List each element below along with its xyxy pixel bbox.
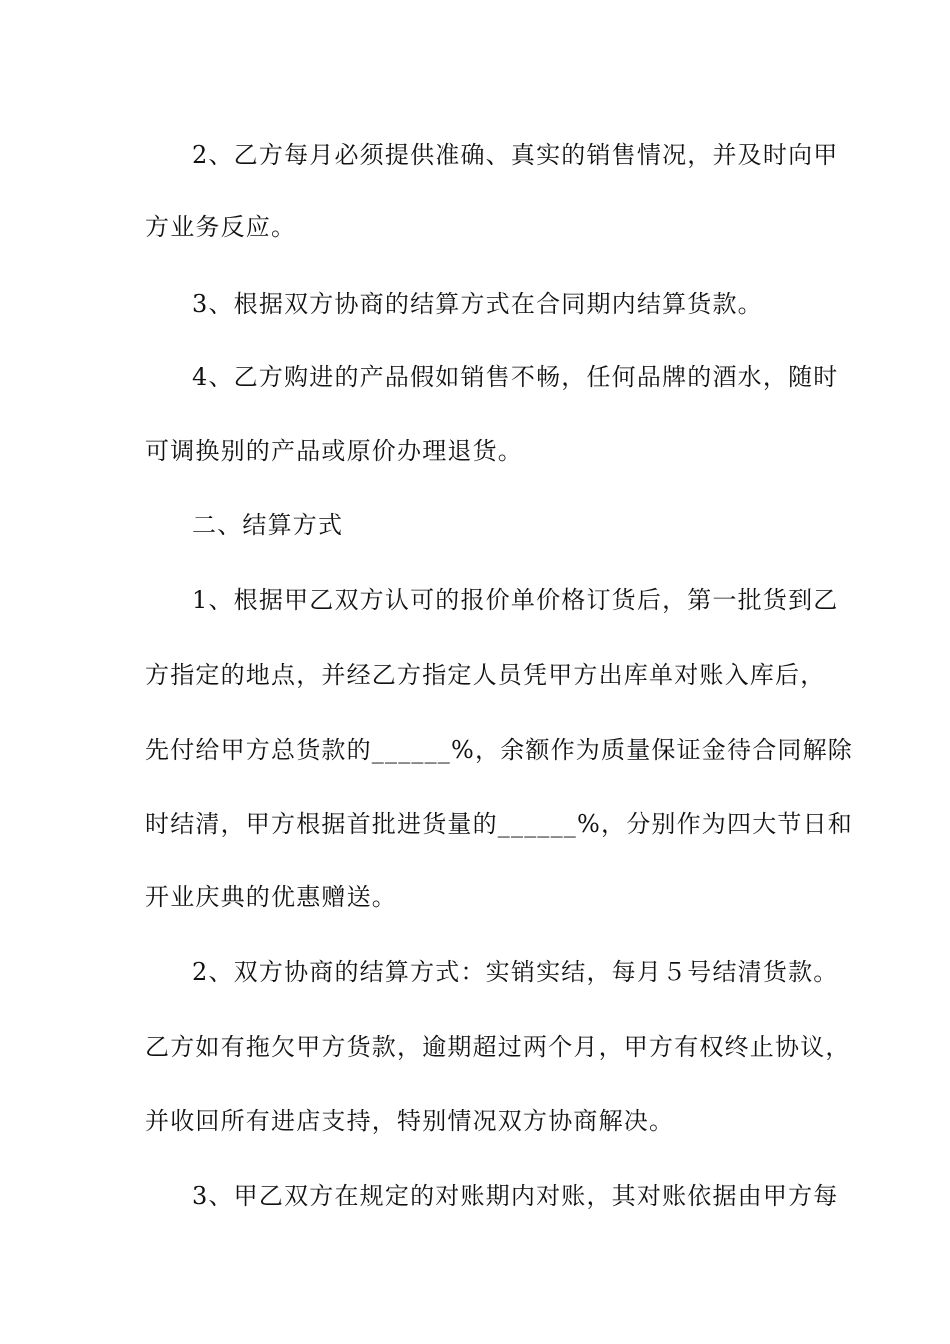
paragraph-line: 3、甲乙双方在规定的对账期内对账，其对账依据由甲方每 (192, 1182, 839, 1210)
paragraph-line: 乙方如有拖欠甲方货款，逾期超过两个月，甲方有权终止协议， (145, 1033, 851, 1061)
paragraph-line: 可调换别的产品或原价办理退货。 (145, 437, 523, 465)
paragraph-line: 3、根据双方协商的结算方式在合同期内结算货款。 (192, 290, 763, 318)
paragraph-line: 时结清，甲方根据首批进货量的______%，分别作为四大节日和 (145, 810, 854, 838)
section-heading: 二、结算方式 (192, 511, 344, 539)
paragraph-line: 并收回所有进店支持，特别情况双方协商解决。 (145, 1107, 675, 1135)
paragraph-line: 2、乙方每月必须提供准确、真实的销售情况，并及时向甲 (192, 141, 839, 169)
paragraph-line: 方业务反应。 (145, 213, 297, 241)
paragraph-line: 先付给甲方总货款的______%，余额作为质量保证金待合同解除 (145, 736, 854, 764)
paragraph-line: 开业庆典的优惠赠送。 (145, 883, 397, 911)
paragraph-line: 方指定的地点，并经乙方指定人员凭甲方出库单对账入库后， (145, 661, 826, 689)
paragraph-line: 4、乙方购进的产品假如销售不畅，任何品牌的酒水，随时 (192, 363, 839, 391)
paragraph-line: 2、双方协商的结算方式：实销实结，每月５号结清货款。 (192, 958, 839, 986)
paragraph-line: 1、根据甲乙双方认可的报价单价格订货后，第一批货到乙 (192, 586, 839, 614)
